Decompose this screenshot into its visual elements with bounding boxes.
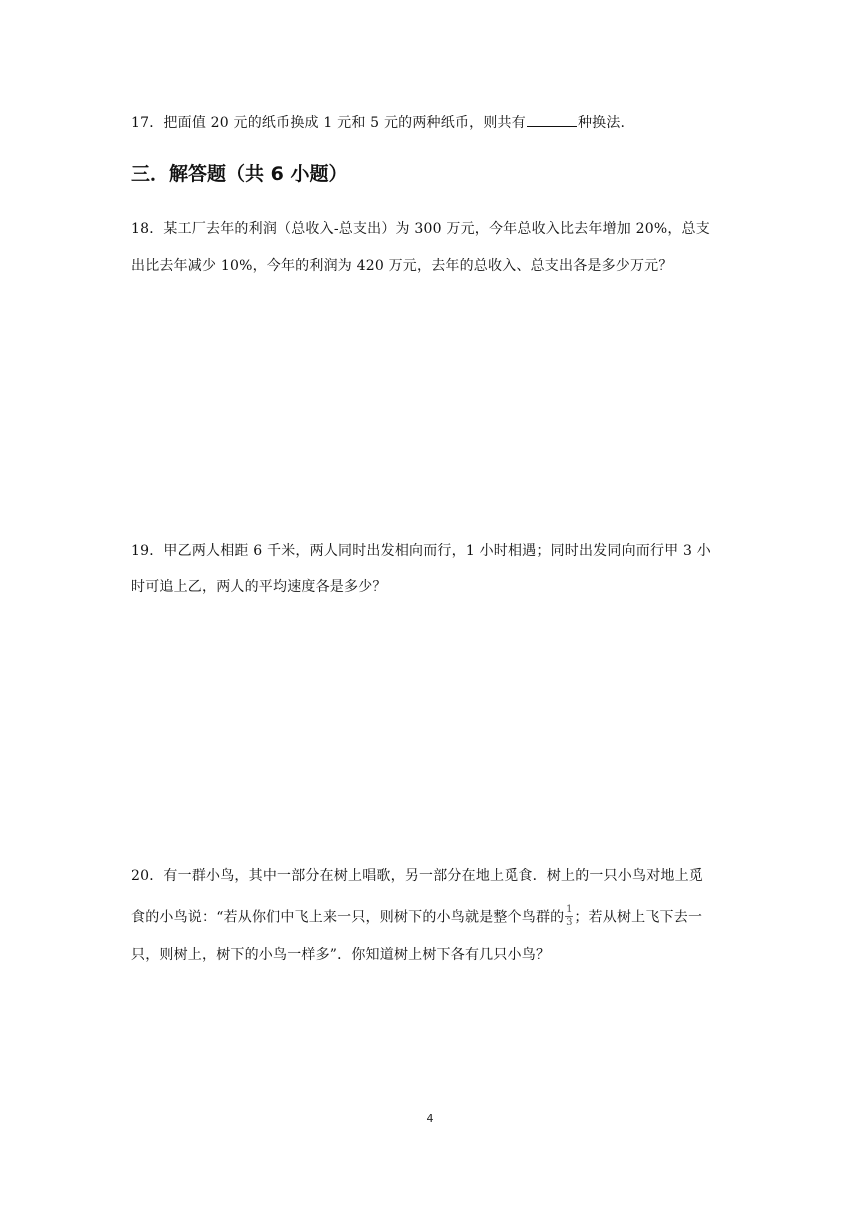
question-20-line-1: 20．有一群小鸟，其中一部分在树上唱歌，另一部分在地上觅食．树上的一只小鸟对地上觅 [131,868,704,884]
section-title: 三．解答题（共 6 小题） [131,163,348,185]
page-number: 4 [426,1112,434,1125]
question-20-line-2-text-end: ；若从树上飞下去一 [574,909,703,926]
question-18-line-2: 出比去年减少 10%，今年的利润为 420 万元，去年的总收入、总支出各是多少万元？ [131,258,673,274]
question-18-line-1: 18．某工厂去年的利润（总收入-总支出）为 300 万元，今年总收入比去年增加 20%，总支 [131,221,710,237]
question-20-line-2 [131,906,702,929]
question-17 [131,112,625,133]
question-17-text: 17．把面值 20 元的纸币换成 1 元和 5 元的两种纸币，则共有 [131,115,526,131]
answer-blank [527,112,577,127]
question-17-text-end: 种换法. [577,115,626,131]
question-19-line-1: 19．甲乙两人相距 6 千米，两人同时出发相向而行，1 小时相遇；同时出发同向而行甲 3 小 [131,543,711,559]
fraction-numerator: 1 [566,904,573,915]
question-19-line-2: 时可追上乙，两人的平均速度各是多少？ [131,579,387,595]
question-20-line-3: 只，则树上，树下的小鸟一样多”．你知道树上树下各有几只小鸟？ [131,947,551,963]
fraction-denominator: 3 [566,917,573,928]
fraction-one-third [565,905,573,928]
question-20-line-2-text: 食的小鸟说：“若从你们中飞上来一只，则树下的小鸟就是整个鸟群的 [131,909,565,926]
